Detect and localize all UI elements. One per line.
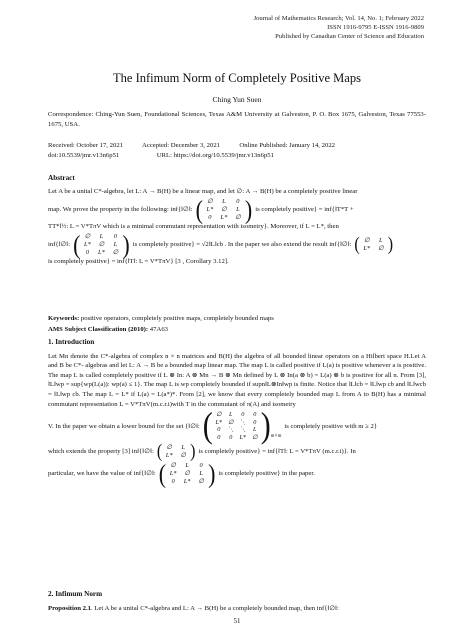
publication-dates <box>48 141 426 160</box>
matrix-entry: 0 <box>241 411 245 419</box>
abstract-section <box>48 174 426 266</box>
matrix-entry: ∅ <box>184 469 190 477</box>
keywords: Keywords: positive operators, completely positive maps, completely bounded maps <box>48 315 274 322</box>
journal-header <box>254 14 424 41</box>
matrix-entry: L* <box>220 214 228 222</box>
introduction-section <box>48 338 426 486</box>
matrix-entry: L* <box>239 433 247 441</box>
matrix-entry: 0 <box>253 411 257 419</box>
matrix-entry: ∅ <box>166 443 172 451</box>
matrix-3x3-b: ( ∅ L 0 L* ∅ L 0 L* ∅ ) <box>73 229 130 260</box>
doi: doi:10.5539/jmr.v13n6p51 <box>48 151 120 159</box>
matrix-entry: ∅ <box>235 214 241 222</box>
matrix-entry: ∅ <box>252 433 258 441</box>
matrix-entry: 0 <box>229 433 233 441</box>
matrix-entry: L <box>185 461 189 469</box>
matrix-entry: ⋱ <box>239 418 246 426</box>
correspondence: Correspondence: Ching-Yun Suen, Foundational Sciences, Texas A&M University at Galveston, P. O. Box 1675, Galveston, Texas 77553-1675, USA. <box>48 111 426 128</box>
matrix-entry: L <box>378 236 383 244</box>
matrix-entry: 0 <box>208 214 212 222</box>
matrix-entry: 0 <box>199 461 203 469</box>
doi-url[interactable]: URL: https://doi.org/10.5539/jmr.v13n6p51 <box>156 151 274 159</box>
matrix-entry: ∅ <box>170 461 176 469</box>
journal-publisher: Published by Canadian Center of Science and Education <box>275 33 424 40</box>
matrix-entry: 0 <box>253 418 257 426</box>
intro-line-extends: which extends the property [3] inf{‖∅‖: ( ∅ L L* ∅ ) is completely positive} = inf{‖T‖: L = V*TπV (m.c.r.i)}. In <box>48 440 356 462</box>
matrix-entry: L* <box>215 418 223 426</box>
page-number: 51 <box>233 617 241 625</box>
matrix-mxm: ( ∅ L 0 0 L* ∅ ⋱ 0 0 ⋱ ⋱ L 0 0 L* ∅ ) m×m <box>202 405 282 446</box>
matrix-entry: 0 <box>217 426 221 434</box>
date-accepted: Accepted: December 3, 2021 <box>142 142 221 149</box>
matrix-entry: L* <box>84 240 91 248</box>
abstract-heading: Abstract <box>48 174 75 182</box>
matrix-2x2-b: ( ∅ L L* ∅ ) <box>156 440 196 462</box>
matrix-entry: L* <box>363 244 371 252</box>
paper-title: The Infimum Norm of Completely Positive Maps <box>113 71 361 85</box>
abstract-line-3: TT*‖½: L = V*TπV which is a minimal commutant representation with isometry}. Moreover, if L = L*, then <box>48 223 339 231</box>
matrix-entry: 0 <box>171 477 175 485</box>
matrix-entry: 0 <box>217 433 221 441</box>
matrix-2x2: ( ∅ L L* ∅ ) <box>354 233 394 255</box>
journal-issn: ISSN 1916-9795 E-ISSN 1916-9809 <box>327 24 424 31</box>
matrix-entry: ∅ <box>84 232 91 240</box>
matrix-3x3-c: ( ∅ L 0 L* ∅ L 0 L* ∅ ) <box>158 457 216 488</box>
matrix-entry: L <box>236 206 240 214</box>
matrix-entry: ⋱ <box>239 426 246 434</box>
abstract-line-5: is completely positive} = inf{‖T‖: L = V*TπV} [3 , Corollary 3.12]. <box>48 257 229 265</box>
matrix-entry: ∅ <box>98 240 105 248</box>
matrix-entry: ∅ <box>221 206 227 214</box>
matrix-entry: L <box>99 232 104 240</box>
abstract-line-4: inf{‖∅‖: ( ∅ L 0 L* ∅ L 0 L* ∅ ) is completely positive} = √2‖L‖cb . In the paper we also extend the result inf{‖∅‖: ( ∅ L L* ∅ ) <box>48 229 394 260</box>
matrix-entry: ∅ <box>363 236 370 244</box>
matrix-3x3: ( ∅ L 0 L* ∅ L 0 L* ∅ ) <box>195 194 253 225</box>
ams-classification: AMS Subject Classification (2010): 47A63 <box>48 326 169 333</box>
matrix-entry: ∅ <box>198 477 204 485</box>
matrix-entry: L* <box>165 451 173 459</box>
date-received: Received: October 17, 2021 <box>48 142 124 149</box>
matrix-entry: L* <box>169 469 177 477</box>
matrix-entry: 0 <box>113 232 117 240</box>
abstract-line-2: map. We prove the property in the following: inf{‖∅‖: ( ∅ L 0 L* ∅ L 0 L* ∅ ) is completely positive} = inf{‖T*T + <box>48 194 354 225</box>
matrix-entry: L <box>222 198 226 206</box>
matrix-entry: L <box>199 469 203 477</box>
section-2 <box>48 590 426 613</box>
intro-line-bound: V. In the paper we obtain a lower bound for the set {‖∅‖: ( ∅ L 0 0 L* ∅ ⋱ 0 0 ⋱ ⋱ L 0 0 L* ∅ ) m×m is completely positive with m ≥ 2} <box>48 405 378 446</box>
abstract-line-1: Let A be a unital C*-algebra, let L: A → B(H) be a linear map, and let ∅: A → B(H) be a completely positive linear <box>48 187 358 195</box>
section-2-heading: 2. Infimum Norm <box>48 590 103 598</box>
matrix-entry: L* <box>206 206 214 214</box>
matrix-entry: ∅ <box>112 248 119 256</box>
matrix-entry: ⋱ <box>227 426 234 434</box>
matrix-entry: L <box>229 411 233 419</box>
intro-paragraph: Let Mn denote the C*-algebra of complex n × n matrices and B(H) the algebra of all bounded linear operators on a Hilbert space H.Let A and B be C*- algebras and let L: A → B be a bounded map linear map. The map L is called positive if L(a) is positive whenever a is positive. The map L is called completely positive if L ⊗ In: A ⊗ Mn → B ⊗ Mn defined by L ⊗ In(a ⊗ b) = L(a) ⊗ b is positive for all n. From [3], ‖L‖wp = sup{wp(L(a)): wp(a) ≤ 1}. The map L is wp completely bounded if supn‖L⊗In‖wp is finite. Notice that ‖L‖cb = ‖L‖wp cb and ‖L‖wcb = ‖L‖wp cb. The map L = L* if L(a) = L(a*)*. From [2], we know that every completely bounded map L from A to B(H) has a minimal commutant representation L = V*TπV(m.c.r.i)with T in the commutant of π(A) and isometry <box>48 352 426 408</box>
matrix-entry: L <box>113 240 118 248</box>
matrix-entry: L <box>253 426 257 434</box>
matrix-entry: ∅ <box>228 418 234 426</box>
intro-heading: 1. Introduction <box>48 338 95 346</box>
proposition-2-1: Proposition 2.1. Let A be a unital C*-algebra and L: A → B(H) be a completely bounded map, then inf{‖∅‖: <box>48 604 339 612</box>
matrix-entry: 0 <box>85 248 89 256</box>
matrix-entry: ∅ <box>216 411 222 419</box>
matrix-entry: L* <box>98 248 105 256</box>
matrix-entry: L <box>181 443 185 451</box>
matrix-entry: ∅ <box>377 244 384 252</box>
intro-line-particular: particular, we have the value of inf{‖∅‖: ( ∅ L 0 L* ∅ L 0 L* ∅ ) is completely positive} in the paper. <box>48 457 315 488</box>
paper-author: Ching Yun Suen <box>212 95 262 104</box>
matrix-entry: 0 <box>236 198 240 206</box>
date-online: Online Published: January 14, 2022 <box>239 142 336 149</box>
journal-name: Journal of Mathematics Research; Vol. 14, No. 1; February 2022 <box>253 15 424 22</box>
matrix-entry: ∅ <box>180 451 186 459</box>
matrix-entry: L* <box>183 477 191 485</box>
matrix-entry: ∅ <box>207 198 213 206</box>
